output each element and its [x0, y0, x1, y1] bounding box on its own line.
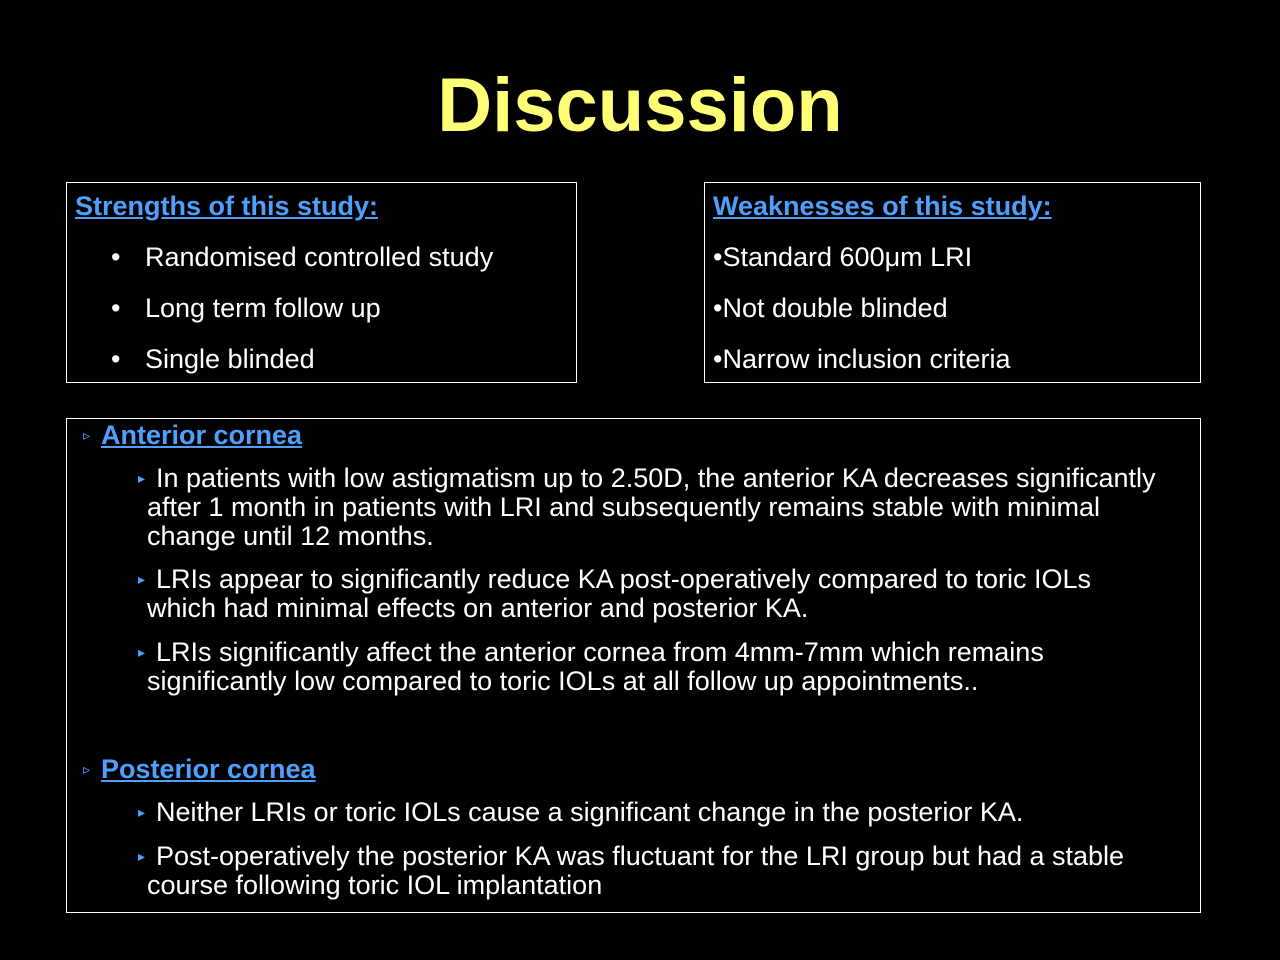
section-heading-posterior: Posterior cornea	[101, 754, 316, 784]
bullet-icon: •	[111, 344, 121, 374]
posterior-point: Post-operatively the posterior KA was fluctuant for the LRI group but had a stable course following toric IOL implantation	[147, 841, 1125, 900]
point-marker-icon: ▸	[138, 804, 146, 820]
point-marker-icon: ▸	[138, 848, 146, 864]
bullet-icon: •	[111, 293, 121, 323]
point-marker-icon: ▸	[138, 571, 146, 587]
weaknesses-item: •Standard 600μm LRI	[713, 242, 973, 272]
bullet-icon: •	[111, 242, 121, 272]
strengths-item-text: Single blinded	[145, 344, 315, 374]
anterior-point: In patients with low astigmatism up to 2.50D, the anterior KA decreases significantly after 1 month in patients with LRI and subsequently remains stable with minimal change until 12 months.	[147, 463, 1156, 551]
weaknesses-item: •Not double blinded	[713, 293, 948, 323]
strengths-item-text: Randomised controlled study	[145, 242, 494, 272]
anterior-point: LRIs significantly affect the anterior cornea from 4mm-7mm which remains significantly low compared to toric IOLs at all follow up appointments..	[147, 637, 1044, 696]
weaknesses-heading: Weaknesses of this study:	[713, 191, 1052, 221]
point-marker-icon: ▸	[138, 644, 146, 660]
slide-title: Discussion	[437, 63, 843, 148]
strengths-item-text: Long term follow up	[145, 293, 381, 323]
anterior-point: LRIs appear to significantly reduce KA post-operatively compared to toric IOLs which had minimal effects on anterior and posterior KA.	[147, 564, 1091, 623]
strengths-box	[66, 182, 577, 383]
posterior-point: Neither LRIs or toric IOLs cause a significant change in the posterior KA.	[156, 797, 1024, 827]
weaknesses-box	[704, 182, 1201, 383]
section-marker-icon: ▹	[83, 761, 91, 777]
point-marker-icon: ▸	[138, 470, 146, 486]
weaknesses-item: •Narrow inclusion criteria	[713, 344, 1011, 374]
discussion-box	[66, 418, 1201, 913]
section-heading-anterior: Anterior cornea	[101, 420, 303, 450]
section-marker-icon: ▹	[83, 427, 91, 443]
strengths-heading: Strengths of this study:	[75, 191, 378, 221]
